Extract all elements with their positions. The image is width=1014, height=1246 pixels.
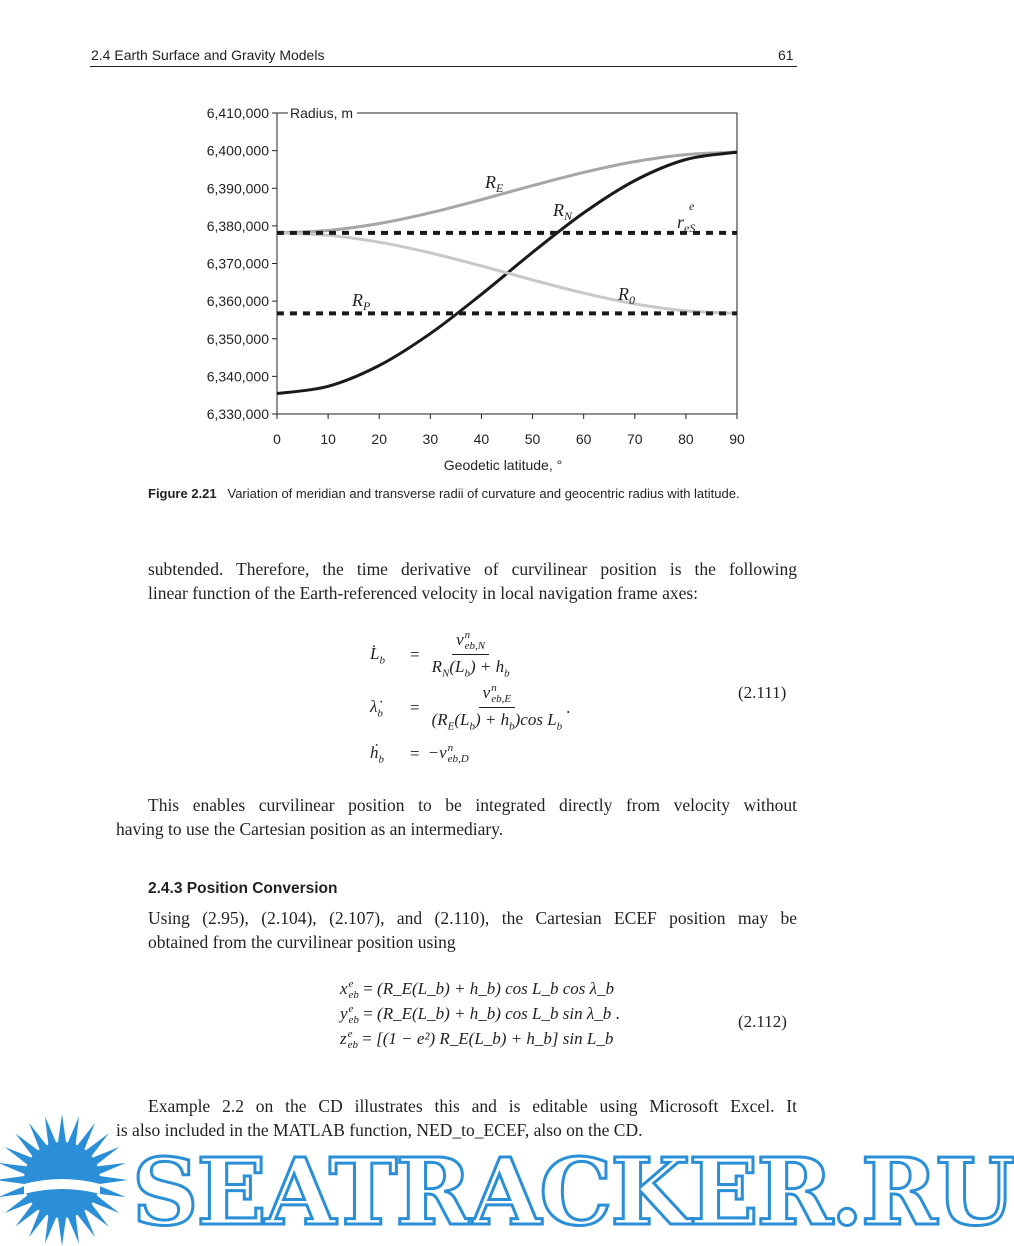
equation-2-111	[370, 630, 570, 772]
eq-supsub	[465, 630, 485, 652]
para4-line2: is also included in the MATLAB function, NED_to_ECEF, also on the CD.	[116, 1120, 643, 1140]
x-tick-label: 10	[320, 431, 336, 447]
x-tick-label: 20	[371, 431, 388, 447]
eq-sup: e	[347, 1028, 353, 1041]
eq-sub: eb,D	[447, 753, 469, 766]
paragraph-4	[116, 1094, 797, 1142]
eq-fraction	[428, 683, 567, 732]
eq-sym: (L	[454, 710, 470, 730]
series-line-rese	[277, 233, 737, 313]
eq-sub: b	[377, 707, 383, 720]
y-tick-label: 6,360,000	[206, 293, 269, 310]
eq-sym: v	[456, 630, 464, 650]
para3-line2: obtained from the curvilinear position using	[148, 932, 456, 952]
series-label: $r_{eS}$	[677, 212, 696, 235]
para3-line1: Using (2.95), (2.104), (2.107), and (2.110), the Cartesian ECEF position may be	[148, 908, 797, 928]
eq111-line3	[370, 736, 570, 772]
eq-sup: n	[491, 682, 497, 695]
eq-sym: L̇	[370, 643, 380, 663]
eq-supsub	[349, 1004, 359, 1026]
eq-supsub	[348, 1029, 358, 1051]
eq-sub: b	[379, 654, 385, 667]
sun-ray	[98, 1176, 128, 1185]
eq-sub: eb	[347, 1039, 359, 1052]
x-tick-label: 30	[422, 431, 439, 447]
paragraph-2	[116, 793, 797, 841]
eq-equals: =	[410, 698, 420, 717]
paragraph-3	[116, 906, 797, 954]
x-tick-label: 60	[575, 431, 592, 447]
eq-sym: −v	[427, 742, 447, 762]
watermark-text: SEATRACKER.RU	[132, 1138, 1014, 1246]
eq-lhs	[370, 697, 402, 719]
page-number: 61	[778, 47, 794, 63]
eq-lhs	[370, 644, 402, 666]
eq-sym: x	[340, 979, 348, 998]
eq-sub: eb,E	[491, 693, 512, 706]
sun-ray	[0, 1163, 29, 1175]
eq-rhs: (R_E(L_b) + h_b) cos L_b cos λ_b	[377, 979, 615, 998]
eq-sym: ) + h	[469, 657, 505, 677]
eq-num	[479, 683, 515, 708]
sun-ray	[58, 1216, 67, 1246]
para1-line1: subtended. Therefore, the time derivative of curvilinear position is the following	[148, 559, 797, 579]
sun-ray	[45, 1213, 57, 1243]
eq-sym: )cos L	[514, 710, 557, 730]
caption-text: Variation of meridian and transverse radii of curvature and geocentric radius with latitude.	[227, 486, 740, 501]
eq112-line3: z e eb = [(1 − e²) R_E(L_b) + h_b] sin L_b	[340, 1028, 614, 1052]
y-axis-label: Radius, m	[290, 105, 354, 121]
eq-den	[428, 708, 567, 732]
eq-sub: b	[509, 720, 515, 733]
equation-2-112	[340, 976, 620, 1051]
y-tick-label: 6,380,000	[206, 217, 269, 234]
x-axis-label: Geodetic latitude, °	[443, 457, 563, 473]
para2-line1: This enables curvilinear position to be integrated directly from velocity without	[148, 795, 797, 815]
eq-rhs: [(1 − e²) R_E(L_b) + h_b] sin L_b	[376, 1029, 614, 1049]
eq-sub: b	[464, 667, 470, 680]
eq-sym: λ̇	[370, 696, 378, 716]
section-heading: 2.4.3 Position Conversion	[148, 880, 338, 897]
eq-equals: =	[410, 744, 420, 763]
x-tick-label: 50	[524, 431, 541, 447]
series-label: $R_P$	[352, 290, 371, 313]
running-header-section: 2.4 Earth Surface and Gravity Models	[91, 47, 325, 63]
eq-sym: (R	[431, 710, 448, 730]
radius-chart	[0, 0, 866, 480]
eq-fraction	[428, 630, 514, 679]
x-tick-label: 0	[273, 431, 281, 447]
eq-supsub	[349, 979, 359, 1001]
paragraph-1	[116, 557, 797, 605]
series-label: $R_E$	[485, 172, 504, 195]
x-tick-label: 40	[473, 431, 490, 447]
eq-sym: ḣ	[370, 742, 379, 762]
eq-equals: =	[410, 645, 420, 664]
eq-sub: b	[378, 753, 384, 766]
figure-caption	[148, 485, 788, 503]
eq111-line1	[370, 630, 570, 680]
plot-frame	[277, 113, 737, 414]
eq-sym: (L	[449, 657, 465, 677]
sun-ray	[67, 1116, 79, 1146]
sun-ray	[95, 1163, 125, 1175]
eq111-line2	[370, 680, 570, 736]
eq-period: .	[566, 698, 571, 717]
eq-sym: y	[340, 1004, 348, 1024]
x-tick-label: 90	[729, 431, 745, 447]
y-tick-label: 6,340,000	[206, 368, 269, 385]
eq-sub: b	[469, 720, 475, 733]
y-tick-label: 6,390,000	[206, 180, 269, 197]
eq-sub: E	[447, 720, 455, 733]
sun-ray	[45, 1116, 57, 1146]
y-tick-label: 6,330,000	[206, 406, 269, 422]
series-label-sup: e	[689, 199, 695, 213]
y-tick-label: 6,410,000	[206, 105, 269, 121]
eq-sub: N	[441, 667, 450, 680]
eq-rhs	[428, 743, 469, 765]
eq-sub: b	[504, 667, 510, 680]
eq-sym: R	[431, 657, 442, 677]
sun-logo-icon	[0, 1112, 140, 1241]
eq-sup: n	[464, 629, 471, 642]
x-tick-label: 70	[626, 431, 643, 447]
eq-den	[428, 655, 514, 679]
eq-sup: e	[348, 978, 354, 991]
para4-line1: Example 2.2 on the CD illustrates this and is editable using Microsoft Excel. It	[148, 1096, 797, 1116]
equation-number-2-111: (2.111)	[738, 683, 787, 702]
x-tick-label: 80	[678, 431, 694, 447]
sun-ray	[58, 1114, 67, 1144]
eq112-line1: x e eb = (R_E(L_b) + h_b) cos L_b cos λ_b	[340, 978, 615, 1002]
eq-supsub	[448, 743, 469, 765]
eq-rhs: (R_E(L_b) + h_b) cos L_b sin λ_b	[377, 1004, 612, 1024]
eq-period: .	[615, 1004, 620, 1024]
series-label: $R_0$	[618, 284, 635, 307]
caption-label: Figure 2.21	[148, 486, 217, 501]
sun-ray	[0, 1176, 26, 1185]
eq-sub: eb	[348, 989, 359, 1002]
y-tick-label: 6,400,000	[206, 142, 269, 159]
eq-supsub	[491, 683, 511, 705]
eq-sym: z	[340, 1029, 347, 1049]
eq-sub: eb,N	[464, 640, 486, 653]
y-tick-label: 6,370,000	[206, 255, 269, 272]
sun-ray	[67, 1213, 79, 1243]
eq-num	[452, 630, 489, 655]
y-tick-label: 6,350,000	[206, 330, 269, 347]
eq-sym: ) + h	[475, 710, 510, 730]
para2-line2: having to use the Cartesian position as an intermediary.	[116, 819, 504, 839]
eq-sup: e	[348, 1003, 354, 1016]
eq112-line2: y e eb = (R_E(L_b) + h_b) cos L_b sin λ_b .	[340, 1003, 620, 1027]
eq-sym: v	[482, 683, 491, 703]
eq-sub: eb	[348, 1014, 359, 1027]
eq-lhs	[370, 743, 402, 765]
para1-line2: linear function of the Earth-referenced velocity in local navigation frame axes:	[148, 583, 699, 603]
eq-sub: b	[556, 720, 563, 733]
series-label: $R_N$	[553, 200, 573, 223]
equation-number-2-112: (2.112)	[738, 1012, 787, 1031]
eq-sup: n	[447, 742, 454, 755]
